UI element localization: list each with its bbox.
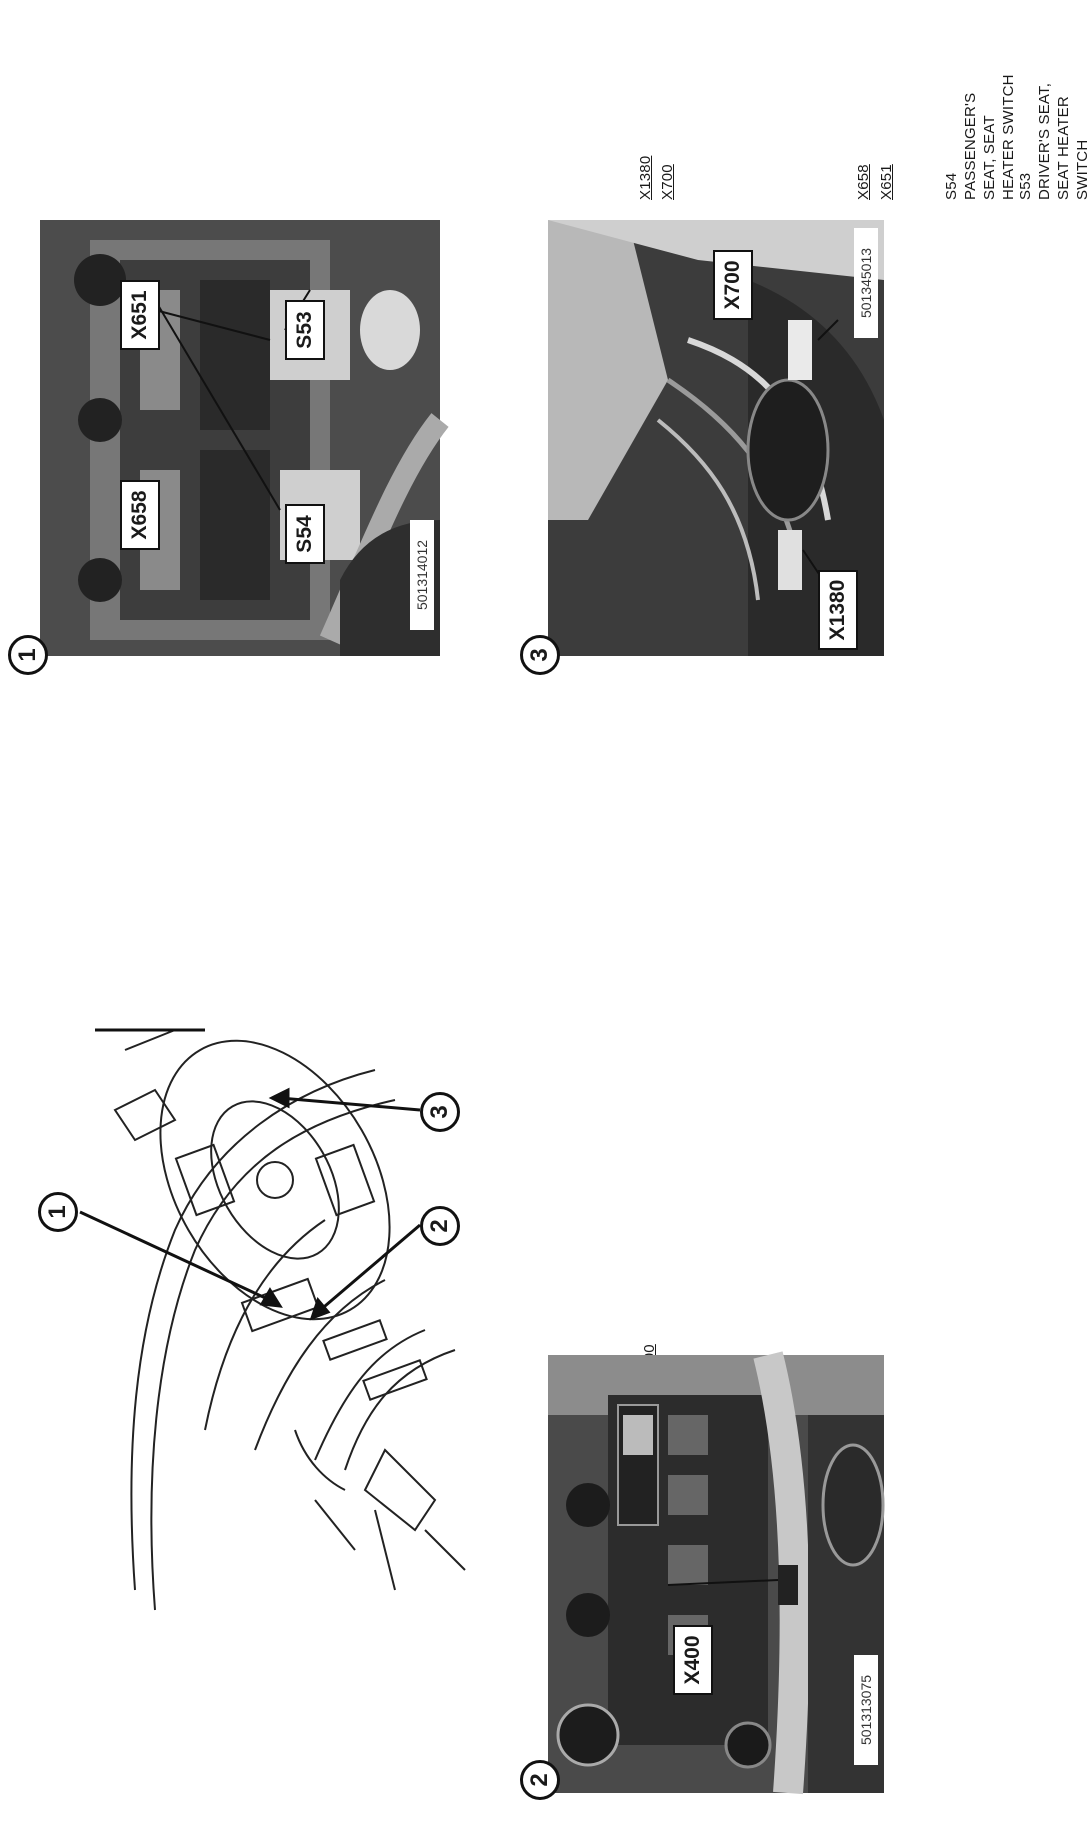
photo-1 <box>40 220 440 656</box>
figure-badge-3: 3 <box>520 635 560 675</box>
figure-badge-1: 1 <box>8 635 48 675</box>
photo-2-ref: 501313075 <box>854 1655 878 1765</box>
legend-x651: X651 <box>878 164 895 200</box>
legend-x658: X658 <box>855 164 872 200</box>
callout-s53: S53 <box>285 300 325 360</box>
photo-1-ref: 501314012 <box>410 520 434 630</box>
legend-s53: S53 DRIVER'S SEAT, SEAT HEATER SWITCH <box>1017 82 1091 200</box>
figure-badge-2: 2 <box>520 1760 560 1800</box>
photo-3-ref: 501345013 <box>854 228 878 338</box>
callout-x400: X400 <box>673 1625 713 1695</box>
photo-2 <box>548 1355 884 1793</box>
overview-callout-2: 2 <box>420 1206 460 1246</box>
overview-callout-3: 3 <box>420 1092 460 1132</box>
legend-x1380: X1380 <box>637 155 654 200</box>
overview-callout-1: 1 <box>38 1192 78 1232</box>
callout-s54: S54 <box>285 504 325 564</box>
callout-x1380: X1380 <box>818 570 858 650</box>
callout-x651: X651 <box>120 280 160 350</box>
photo-3 <box>548 220 884 656</box>
legend-s54-text: S54 PASSENGER'S SEAT, SEAT HEATER SWITCH <box>943 74 1017 200</box>
callout-x700: X700 <box>713 250 753 320</box>
callout-x658: X658 <box>120 480 160 550</box>
legend-x700: X700 <box>659 164 676 200</box>
